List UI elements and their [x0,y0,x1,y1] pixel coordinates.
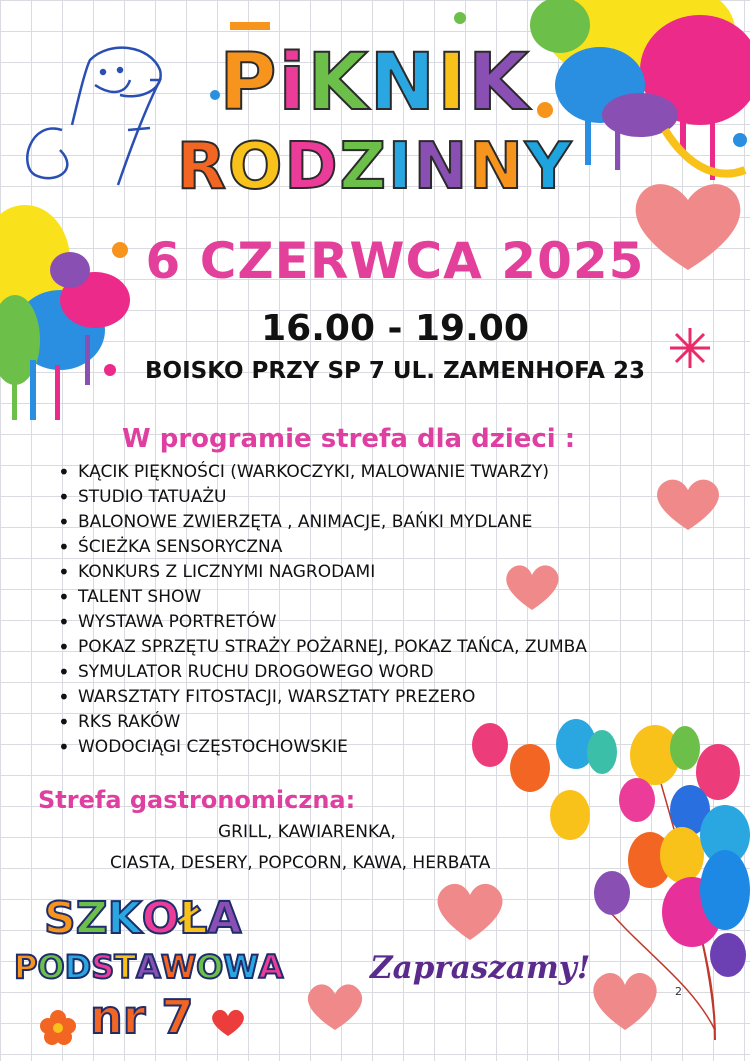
school-letter: W [160,948,197,986]
list-item: • BALONOWE ZWIERZĘTA , ANIMACJE, BAŃKI MYDLANE [58,510,587,535]
title-letter: Z [339,130,388,204]
flower-icon [40,1010,76,1045]
title-letter: K [307,38,370,128]
page-number: 2 [675,985,682,998]
title-letter: O [228,130,285,204]
school-letter: Z [75,893,108,944]
list-item: • STUDIO TATUAŻU [58,485,587,510]
school-letter: O [196,948,224,986]
title-letter: N [369,38,438,128]
list-item: • POKAZ SPRZĘTU STRAŻY POŻARNEJ, POKAZ TAŃCA, ZUMBA [58,635,587,660]
heart-icon-bottom-left [308,984,362,1030]
school-letter: W [223,948,259,986]
title-letter: Y [524,130,574,204]
school-name-line-1 [44,893,241,944]
school-letter: A [258,948,284,986]
title-line-1 [0,38,750,128]
list-item: • RKS RAKÓW [58,710,587,735]
title-letter: i [278,38,308,128]
school-letter: K [107,893,142,944]
title-letter: P [219,38,279,128]
heart-icon-bottom-right [593,973,656,1030]
food-zone-line-2: CIASTA, DESERY, POPCORN, KAWA, HERBATA [110,853,491,873]
event-time: 16.00 - 19.00 [261,308,529,349]
school-letter: A [136,948,161,986]
title-letter: N [469,130,525,204]
title-letter: N [413,130,470,204]
title-line-2 [0,130,750,204]
school-letter: A [207,893,242,944]
event-date: 6 CZERWCA 2025 [145,232,645,290]
title-letter: I [387,130,414,204]
school-letter: P [14,948,38,986]
school-number: nr 7 [90,990,194,1044]
title-letter: I [437,38,469,128]
list-item: • TALENT SHOW [58,585,587,610]
list-item: • SYMULATOR RUCHU DROGOWEGO WORD [58,660,587,685]
school-letter: O [141,893,180,944]
list-item: • WODOCIĄGI CZĘSTOCHOWSKIE [58,735,587,760]
list-item: • WYSTAWA PORTRETÓW [58,610,587,635]
kids-program-list [58,460,587,760]
school-letter: D [64,948,92,986]
heart-icon-school [212,1010,244,1036]
school-letter: S [44,893,76,944]
food-zone-line-1: GRILL, KAWIARENKA, [218,822,396,842]
kids-zone-title: W programie strefa dla dzieci : [122,424,576,454]
school-letter: Ł [179,893,208,944]
title-letter: D [284,130,340,204]
heart-icon-bottom-center [438,884,503,940]
heart-icon-mid-right [657,480,719,530]
list-item: • ŚCIEŻKA SENSORYCZNA [58,535,587,560]
school-letter: S [91,948,115,986]
food-zone-title: Strefa gastronomiczna: [38,786,356,814]
title-letter: K [468,38,531,128]
event-venue: BOISKO PRZY SP 7 UL. ZAMENHOFA 23 [145,358,645,384]
school-letter: T [114,948,137,986]
list-item: • KĄCIK PIĘKNOŚCI (WARKOCZYKI, MALOWANIE TWARZY) [58,460,587,485]
title-letter: R [176,130,229,204]
invite-text: Zapraszamy! [370,950,591,986]
school-name-line-2 [14,948,283,986]
school-letter: O [37,948,65,986]
list-item: • WARSZTATY FITOSTACJI, WARSZTATY PREZERO [58,685,587,710]
list-item: • KONKURS Z LICZNYMI NAGRODAMI [58,560,587,585]
